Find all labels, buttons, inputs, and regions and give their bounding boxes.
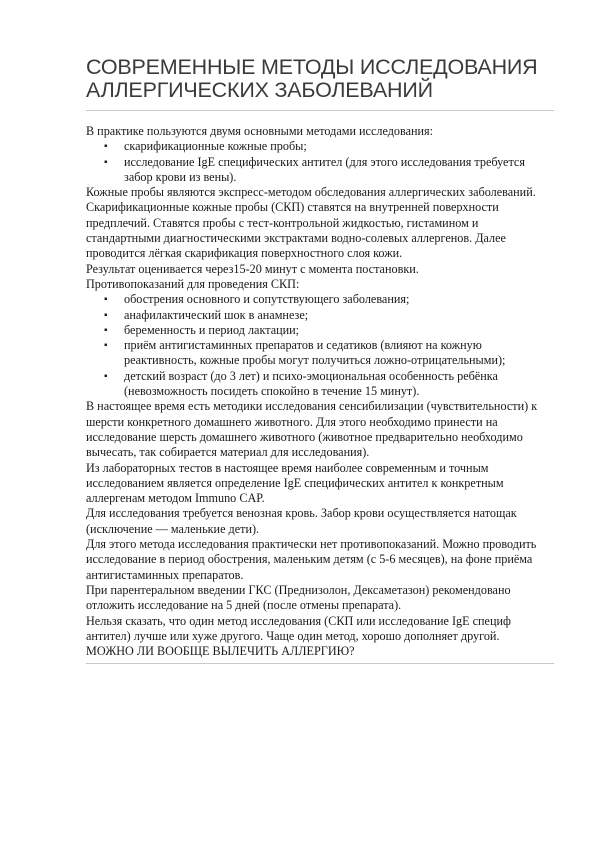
page-title: [86, 56, 554, 102]
contraindications-list: [86, 292, 554, 399]
sensitization-paragraph: В настоящее время есть методики исследования сенсибилизации (чувствительности) к шерсти конкретного домашнего животного. Для этого необходимо принести на исследование шерсть домашнего животного (животное предварительно необходимо вычесать, так собирается материал для исследования).: [86, 399, 538, 460]
list-item: ▪ беременность и период лактации;: [104, 322, 300, 337]
title-line-2: АЛЛЕРГИЧЕСКИХ ЗАБОЛЕВАНИЙ: [86, 78, 433, 102]
bullet-icon: ▪: [104, 309, 108, 321]
list-item: ▪ детский возраст (до 3 лет) и психо-эмоциональная особенность ребёнка (невозможность посидеть спокойно в течение 15 минут).: [104, 368, 498, 399]
bullet-icon: ▪: [104, 156, 108, 168]
list-item: ▪ исследование IgE специфических антител (для этого исследования требуется забор крови из вены).: [104, 154, 525, 184]
list-item: ▪ скарификационные кожные пробы;: [104, 139, 307, 154]
intro-paragraph: В практике пользуются двумя основными методами исследования:: [86, 124, 434, 138]
list-item: ▪ приём антигистаминных препаратов и седатиков (влияют на кожную реактивность, кожные пробы могут получиться ложно-отрицательными);: [104, 338, 506, 368]
title-line-1: СОВРЕМЕННЫЕ МЕТОДЫ ИССЛЕДОВАНИЯ: [86, 55, 538, 79]
cure-heading: МОЖНО ЛИ ВООБЩЕ ВЫЛЕЧИТЬ АЛЛЕРГИЮ?: [86, 644, 355, 659]
bullet-icon: ▪: [104, 370, 108, 382]
result-paragraph: Результат оценивается через15-20 минут с момента постановки.: [86, 261, 419, 276]
no-contraindications-paragraph: Для этого метода исследования практически нет противопоказаний. Можно проводить исследование в период обострения, маленьким детям (с 5-6 месяцев), на фоне приёма антигистаминных препаратов.: [86, 537, 537, 582]
lab-tests-paragraph: Из лабораторных тестов в настоящее время наиболее современным и точным исследованием является определение IgE специфических антител к конкретным аллергенам методом Immuno CAP.: [86, 460, 504, 506]
gks-paragraph: При парентеральном введении ГКС (Преднизолон, Дексаметазон) рекомендовано отложить исследование на 5 дней (после отмены препарата).: [86, 582, 511, 613]
blood-paragraph: Для исследования требуется венозная кровь. Забор крови осуществляется натощак (исключение — маленькие дети).: [86, 506, 517, 536]
skin-tests-paragraph: Кожные пробы являются экспресс-методом обследования аллергических заболеваний. Скарификационные кожные пробы (СКП) ставятся на внутренней поверхности предплечий. Ставятся пробы с тест-контрольной жидкостью, гистамином и стандартными диагностическими экстрактами водно-солевых аллергенов. Далее проводится лёгкая скарификация поверхностного слоя кожи.: [86, 185, 536, 261]
bullet-icon: ▪: [104, 324, 108, 336]
list-item: ▪ обострения основного и сопутствующего заболевания;: [104, 292, 410, 307]
bullet-icon: ▪: [104, 340, 108, 352]
bullet-icon: ▪: [104, 294, 108, 306]
bottom-divider: [86, 663, 554, 664]
comparison-paragraph: Нельзя сказать, что один метод исследования (СКП или исследование IgE специф антител) лучше или хуже другого. Чаще один метод, хорошо дополняет другой.: [86, 613, 511, 643]
document-page: [86, 56, 554, 664]
contraindications-heading: Противопоказаний для проведения СКП:: [86, 276, 300, 291]
title-divider: [86, 110, 554, 111]
methods-list: [86, 139, 554, 185]
bullet-icon: ▪: [104, 141, 108, 153]
document-body: [86, 124, 554, 664]
list-item: ▪ анафилактический шок в анамнезе;: [104, 307, 309, 322]
